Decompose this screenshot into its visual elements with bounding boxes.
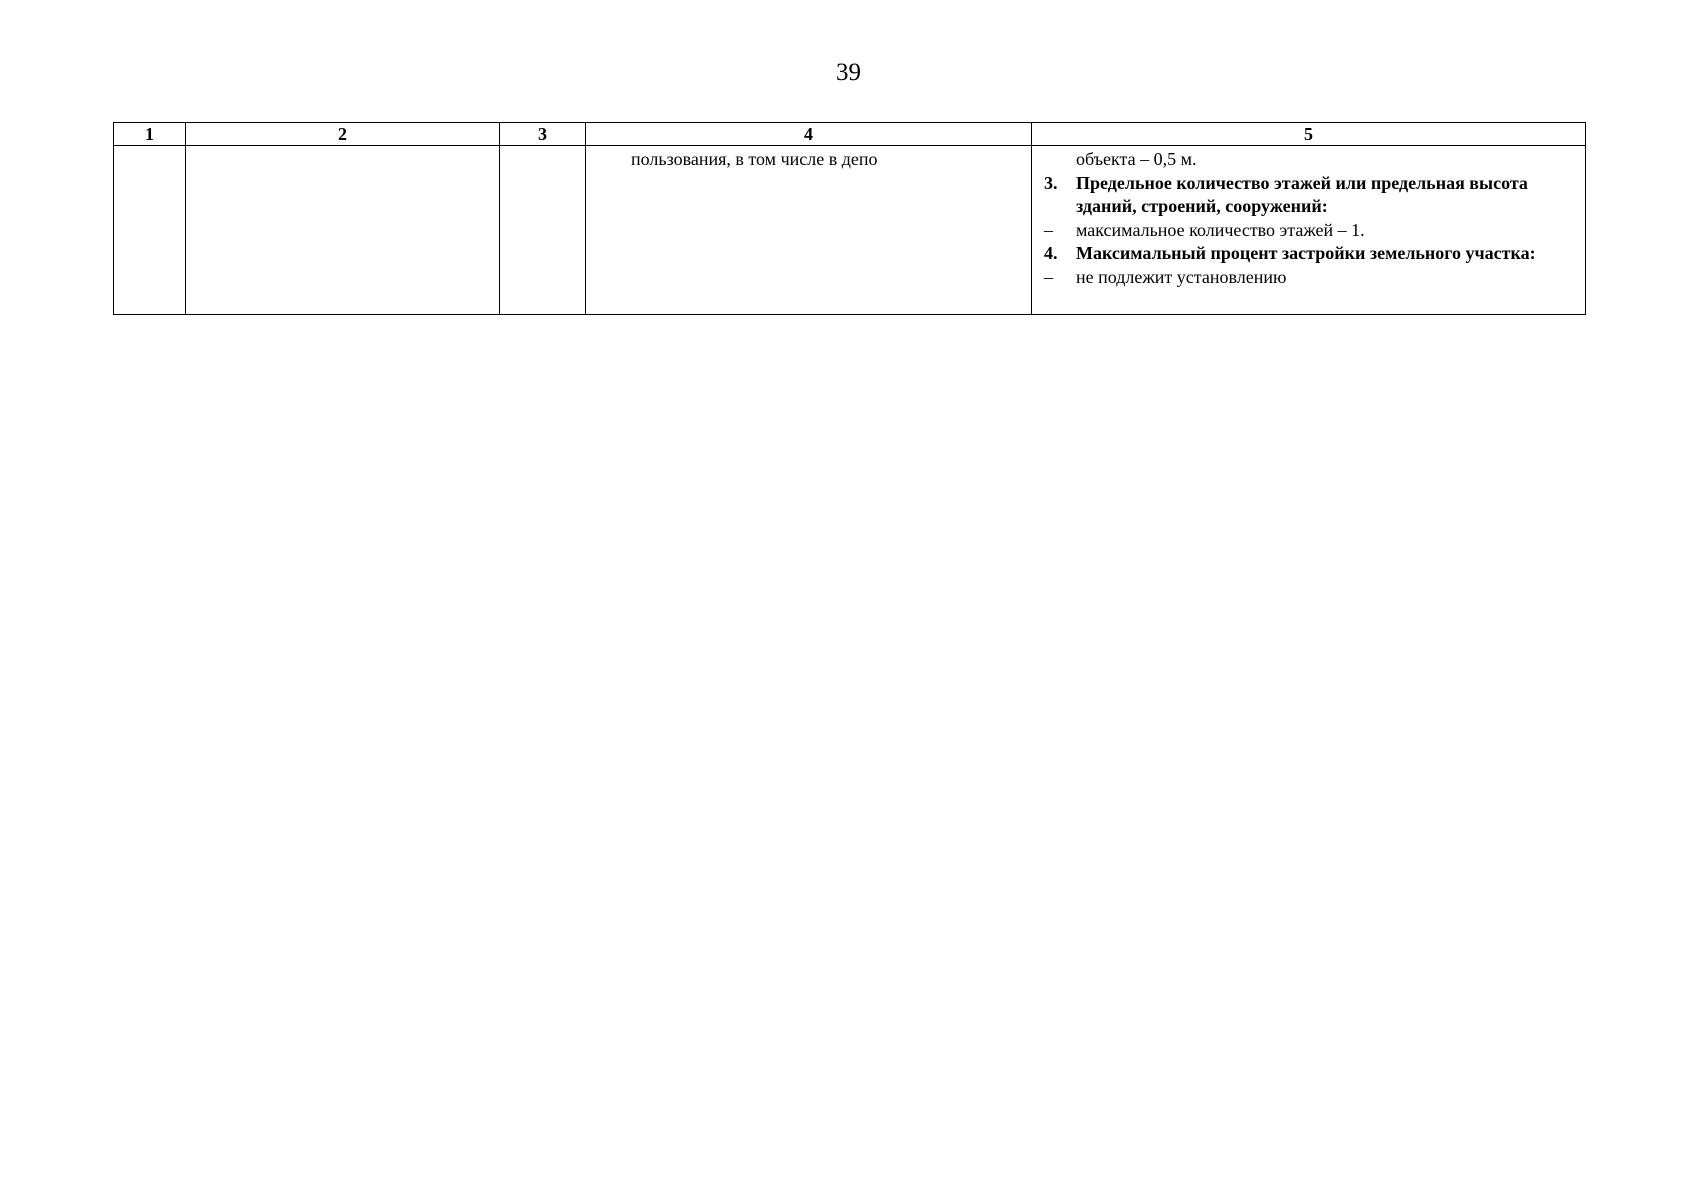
cell-col3	[500, 146, 586, 315]
item-4-value-text: не подлежит установлению	[1076, 266, 1287, 287]
column-header-2: 2	[186, 123, 500, 146]
item-3-heading	[1032, 172, 1585, 219]
column-header-4: 4	[586, 123, 1032, 146]
cell-col5	[1032, 146, 1586, 315]
zoning-table	[113, 122, 1586, 315]
continuation-text: объекта – 0,5 м.	[1076, 149, 1197, 169]
item-3-number: 3.	[1044, 172, 1058, 193]
item-4-text: Максимальный процент застройки земельного участка:	[1076, 243, 1536, 264]
page-number: 39	[836, 59, 861, 86]
item-4-value	[1032, 266, 1585, 290]
continuation-line	[1032, 148, 1585, 172]
item-3-dash: –	[1044, 219, 1053, 240]
table-row	[114, 146, 1586, 315]
cell-col5-content	[1032, 146, 1585, 290]
cell-col1	[114, 146, 186, 315]
cell-col2	[186, 146, 500, 315]
cell-col4-text: пользования, в том числе в депо	[631, 149, 878, 169]
table-header-row	[114, 123, 1586, 146]
item-3-value	[1032, 219, 1585, 243]
column-header-1: 1	[114, 123, 186, 146]
column-header-3: 3	[500, 123, 586, 146]
item-4-dash: –	[1044, 266, 1053, 287]
item-3-text: Предельное количество этажей или предельная высота зданий, строений, сооружений:	[1076, 172, 1528, 217]
column-header-5: 5	[1032, 123, 1586, 146]
cell-col4	[586, 146, 1032, 315]
item-4-number: 4.	[1044, 243, 1058, 264]
item-3-value-text: максимальное количество этажей – 1.	[1076, 219, 1365, 240]
item-4-heading	[1032, 242, 1585, 266]
